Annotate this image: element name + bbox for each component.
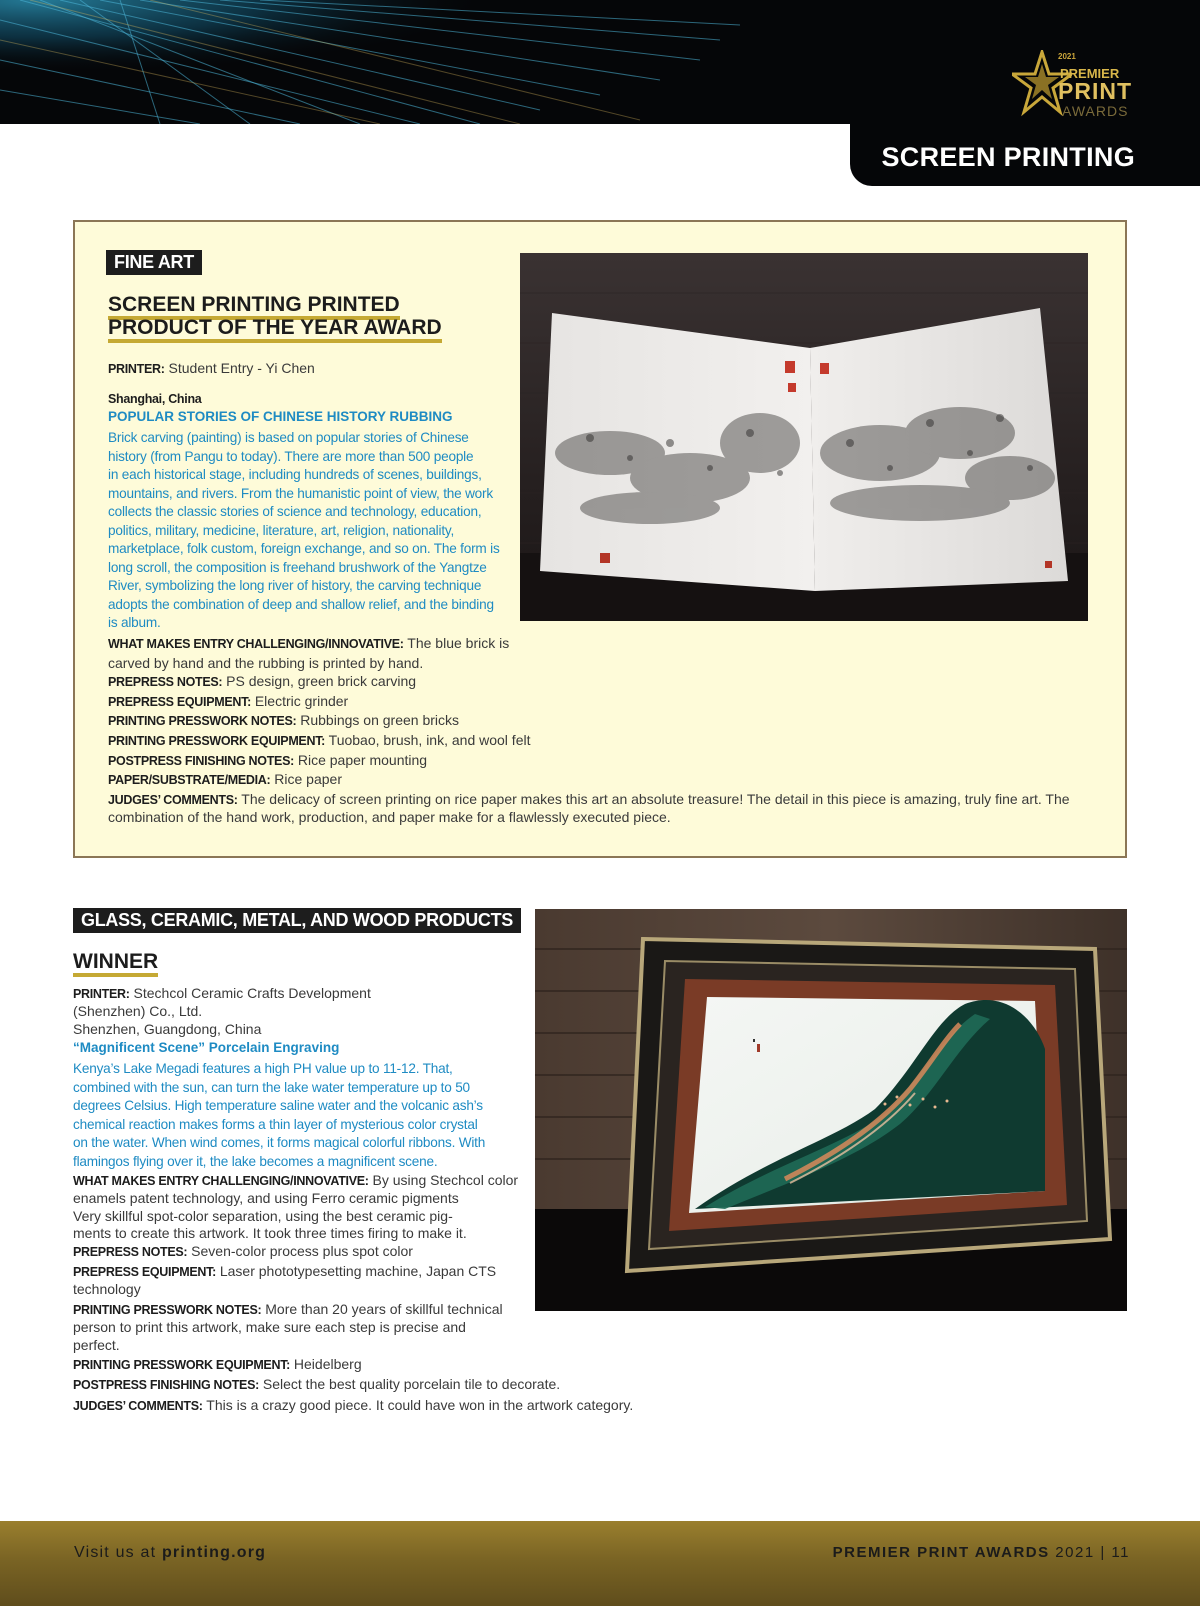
field-presswork-notes-cont: perfect. (73, 1336, 120, 1353)
description-line: Kenya’s Lake Megadi features a high PH value up to 11-12. That, (73, 1061, 453, 1076)
winner-title-text: WINNER (73, 950, 158, 977)
logo-print-text: PRINT (1058, 78, 1132, 104)
field-label: WHAT MAKES ENTRY CHALLENGING/INNOVATIVE: (108, 637, 404, 651)
field-value: By using Stechcol color (372, 1172, 519, 1188)
judges-label: JUDGES’ COMMENTS: (108, 792, 238, 807)
footer-brand (833, 1544, 1130, 1561)
field-label: PREPRESS NOTES: (73, 1244, 188, 1259)
field-value: Seven-color process plus spot color (191, 1242, 413, 1259)
description-line: mountains, and rivers. From the humanistic point of view, the work (108, 485, 493, 501)
field-value: PS design, green brick carving (226, 673, 417, 690)
field-label: POSTPRESS FINISHING NOTES: (73, 1378, 259, 1393)
footer-visit (74, 1544, 266, 1562)
product-title-2: “Magnificent Scene” Porcelain Engraving (73, 1040, 340, 1055)
description-line: Brick carving (painting) is based on popular stories of Chinese (108, 430, 469, 445)
field-presswork-notes (108, 711, 1088, 731)
field-postpress-notes (108, 751, 1088, 771)
header-banner (0, 0, 1200, 124)
description-line: collects the classic stories of science and technology, education, (108, 504, 482, 519)
description-line: adopts the combination of deep and shallow relief, and the binding (108, 596, 494, 612)
premier-print-awards-logo (1012, 48, 1142, 124)
description-line: politics, military, medicine, literature, art, religion, nationality, (108, 522, 455, 538)
printer-label: PRINTER: (73, 987, 130, 1001)
field-label: PRINTING PRESSWORK NOTES: (108, 714, 297, 729)
printer-label: PRINTER: (108, 362, 165, 376)
field-prepress-equipment-cont: technology (73, 1281, 141, 1298)
field-value: Tuobao, brush, ink, and wool felt (328, 731, 531, 748)
footer-separator: | (1100, 1544, 1106, 1561)
logo-awards-text: AWARDS (1062, 103, 1129, 119)
description-line: is album. (108, 615, 161, 630)
framed-artwork-photo (535, 909, 1127, 1311)
field-label: PREPRESS EQUIPMENT: (73, 1265, 216, 1280)
section-tab (850, 122, 1200, 186)
field-presswork-equipment (108, 731, 1088, 751)
field-prepress-equipment (108, 692, 1088, 712)
printer-line (108, 359, 315, 379)
printer-value: Student Entry - Yi Chen (168, 360, 315, 376)
description-line: degrees Celsius. High temperature saline water and the volcanic ash’s (73, 1098, 483, 1113)
description-line: River, symbolizing the long river of history, the carving technique (108, 578, 482, 593)
location (108, 389, 201, 409)
field-postpress-notes (73, 1376, 773, 1394)
field-value: Select the best quality porcelain tile to decorate. (262, 1376, 561, 1393)
judges-text: This is a crazy good piece. It could have won in the artwork category. (206, 1396, 634, 1413)
field-presswork-equipment (73, 1356, 773, 1374)
description-line: marketplace, folk custom, foreign exchange, and so on. The form is (108, 541, 500, 556)
visit-prefix: Visit us at (74, 1544, 157, 1561)
description-line: on the water. When wind comes, it forms magical colorful ribbons. With (73, 1135, 486, 1150)
field-value: Rice paper (274, 771, 342, 788)
footer-brand-name: PREMIER PRINT AWARDS (832, 1544, 1050, 1561)
field-challenging-cont: carved by hand and the rubbing is printed by hand. (108, 654, 424, 671)
category-label: FINE ART (106, 250, 202, 275)
field-paper (108, 770, 1088, 790)
description-2 (73, 1060, 533, 1171)
field-label: PREPRESS NOTES: (108, 675, 223, 690)
footer-year: 2021 (1055, 1544, 1095, 1561)
award-title-text: SCREEN PRINTING PRINTED PRODUCT OF THE YEAR AWARD (108, 293, 442, 343)
logo-premier-text: PREMIER (1060, 66, 1120, 81)
description-line: history (from Pangu to today). There are more than 500 people (108, 448, 474, 464)
album-photo (520, 253, 1088, 621)
entry-panel-fine-art (73, 220, 1127, 858)
field-value: Electric grinder (254, 692, 349, 709)
field-label: WHAT MAKES ENTRY CHALLENGING/INNOVATIVE: (73, 1174, 369, 1188)
album-image (520, 253, 1088, 621)
description (108, 429, 508, 633)
location-text: Shanghai, China (108, 392, 202, 406)
description-line: long scroll, the composition is freehand brushwork of the Yangtze (108, 559, 487, 575)
field-presswork-notes-cont: person to print this artwork, make sure each step is precise and (73, 1319, 466, 1336)
visit-link[interactable]: printing.org (161, 1544, 267, 1561)
section-title: SCREEN PRINTING (881, 142, 1135, 172)
entry-fields (108, 634, 1088, 825)
field-value: The blue brick is (407, 635, 510, 651)
product-title: POPULAR STORIES OF CHINESE HISTORY RUBBING (108, 409, 453, 424)
field-value: Heidelberg (293, 1356, 362, 1373)
judges-comments-cont: combination of the hand work, production, and paper make for a flawlessly executed piece. (108, 809, 671, 826)
field-label: POSTPRESS FINISHING NOTES: (108, 753, 294, 768)
printer-line (73, 985, 523, 1003)
award-title (108, 293, 468, 339)
description-line: combined with the sun, can turn the lake water temperature up to 50 (73, 1079, 470, 1095)
field-value: Rubbings on green bricks (300, 712, 460, 729)
judges-comments (73, 1397, 773, 1415)
judges-comments (108, 790, 1088, 810)
field-challenging-cont: Very skillful spot-color separation, using the best ceramic pig- (73, 1207, 453, 1224)
winner-title (73, 950, 158, 974)
field-label: PRINTING PRESSWORK EQUIPMENT: (108, 733, 326, 748)
header-white-strip (0, 124, 850, 188)
field-label: PRINTING PRESSWORK EQUIPMENT: (73, 1358, 291, 1373)
footer-bar (0, 1521, 1200, 1606)
field-prepress-notes (108, 672, 1088, 692)
description-line: in each historical stage, including hundreds of scenes, buildings, (108, 467, 482, 482)
judges-label: JUDGES’ COMMENTS: (73, 1398, 203, 1413)
printer-line-2: (Shenzhen) Co., Ltd. (73, 1003, 203, 1020)
judges-text: The delicacy of screen printing on rice paper makes this art an absolute treasure! The detail in this piece is amazing, truly fine art. The (241, 790, 1070, 807)
logo-year-small: 2021 (1058, 52, 1076, 61)
framed-artwork-image (535, 909, 1127, 1311)
field-challenging-cont: enamels patent technology, and using Ferro ceramic pigments (73, 1190, 459, 1207)
page-number: 11 (1111, 1544, 1130, 1561)
field-value: More than 20 years of skillful technical (265, 1300, 503, 1317)
category-label-2: GLASS, CERAMIC, METAL, AND WOOD PRODUCTS (73, 908, 521, 933)
description-line: chemical reaction makes forms a thin layer of mysterious color crystal (73, 1116, 478, 1132)
field-value: Rice paper mounting (297, 751, 428, 768)
entry2-printer (73, 985, 523, 1038)
field-challenging (108, 634, 1088, 654)
description-line: flamingos flying over it, the lake becomes a magnificent scene. (73, 1153, 438, 1169)
field-label: PREPRESS EQUIPMENT: (108, 694, 251, 709)
location: Shenzhen, Guangdong, China (73, 1020, 262, 1037)
field-label: PAPER/SUBSTRATE/MEDIA: (108, 773, 271, 788)
field-value: Laser phototypesetting machine, Japan CTS (219, 1263, 497, 1280)
printer-value: Stechcol Ceramic Crafts Development (133, 985, 371, 1001)
field-label: PRINTING PRESSWORK NOTES: (73, 1302, 262, 1317)
field-challenging-cont: ments to create this artwork. It took three times firing to make it. (73, 1225, 467, 1242)
